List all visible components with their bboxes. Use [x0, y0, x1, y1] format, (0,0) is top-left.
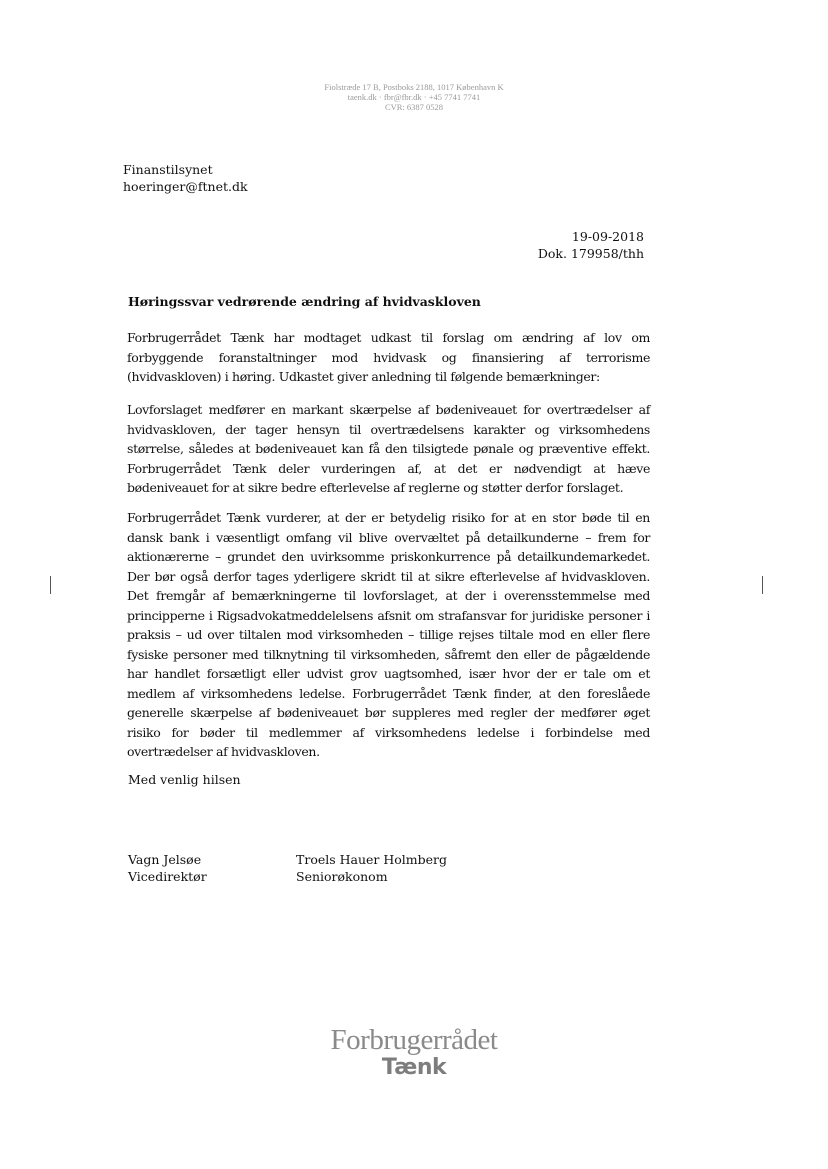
closing-salutation: Med venlig hilsen	[128, 772, 241, 787]
logo-wordmark: Forbrugerrådet	[330, 1024, 498, 1056]
body-paragraph: Lovforslaget medfører en markant skærpelse af bødeniveauet for overtrædelser af hvidvaskloven, der tager hensyn til overtrædelsens karakter og virksomhedens størrelse, således at bødeniveauet kan få den tilsigtede pønale og præventive effekt. Forbrugerrådet Tænk deler vurderingen af, at det er nødvendigt at hæve bødeniveauet for at sikre bedre efterlevelse af reglerne og støtter derfor forslaget.	[127, 402, 650, 495]
scan-margin-mark	[50, 576, 51, 594]
document-reference: Dok. 179958/thh	[537, 246, 644, 261]
logo-subwordmark: Tænk	[381, 1055, 447, 1080]
body-paragraph: Forbrugerrådet Tænk har modtaget udkast til forslag om ændring af lov om forbyggende foranstaltninger mod hvidvask og finansiering af terrorisme (hvidvaskloven) i høring. Udkastet giver anledning til følgende bemærkninger:	[127, 330, 650, 384]
signatory-title: Vicedirektør	[128, 869, 207, 884]
letterhead-address	[0, 82, 828, 112]
letterhead-line: Fiolstræde 17 B, Postboks 2188, 1017 København K	[324, 82, 504, 92]
organization-logo	[0, 1024, 828, 1080]
body-paragraph: Forbrugerrådet Tænk vurderer, at der er betydelig risiko for at en stor bøde til en dansk bank i væsentligt omfang vil blive overvæltet på detailkunderne – frem for aktionærerne – grundet den uvirksomme priskonkurrence på detailkundemarkedet. Der bør også derfor tages yderligere skridt til at sikre efterlevelse af hvidvaskloven. Det fremgår af bemærkningerne til lovforslaget, at der i overensstemmelse med principperne i Rigsadvokatmeddelelsens afsnit om strafansvar for juridiske personer i praksis – ud over tiltalen mod virksomheden – tillige rejses tiltale mod en eller flere fysiske personer med tilknytning til virksomheden, såfremt den eller de pågældende har handlet forsætligt eller udvist grov uagtsomhed, især hvor der er tale om et medlem af virksomhedens ledelse. Forbrugerrådet Tænk finder, at den foreslåede generelle skærpelse af bødeniveauet bør suppleres med regler der medfører øget risiko for bøder til medlemmer af virksomhedens ledelse i forbindelse med overtrædelser af hvidvaskloven.	[127, 510, 650, 759]
signatory-block	[128, 851, 207, 885]
signatory-block	[296, 851, 447, 885]
signatory-name: Troels Hauer Holmberg	[296, 852, 448, 867]
recipient-block	[123, 161, 248, 195]
letterhead-line: CVR: 6387 0528	[384, 102, 444, 112]
letter-date: 19-09-2018	[571, 229, 644, 244]
letter-subject: Høringssvar vedrørende ændring af hvidvaskloven	[128, 294, 481, 309]
letterhead-line: taenk.dk · fbr@fbr.dk · +45 7741 7741	[347, 92, 481, 102]
scan-margin-mark	[762, 576, 763, 594]
signatory-title: Seniorøkonom	[296, 869, 388, 884]
signatory-name: Vagn Jelsøe	[128, 852, 202, 867]
recipient-name: Finanstilsynet	[123, 162, 213, 177]
date-block	[538, 228, 644, 262]
recipient-email: hoeringer@ftnet.dk	[123, 179, 248, 194]
